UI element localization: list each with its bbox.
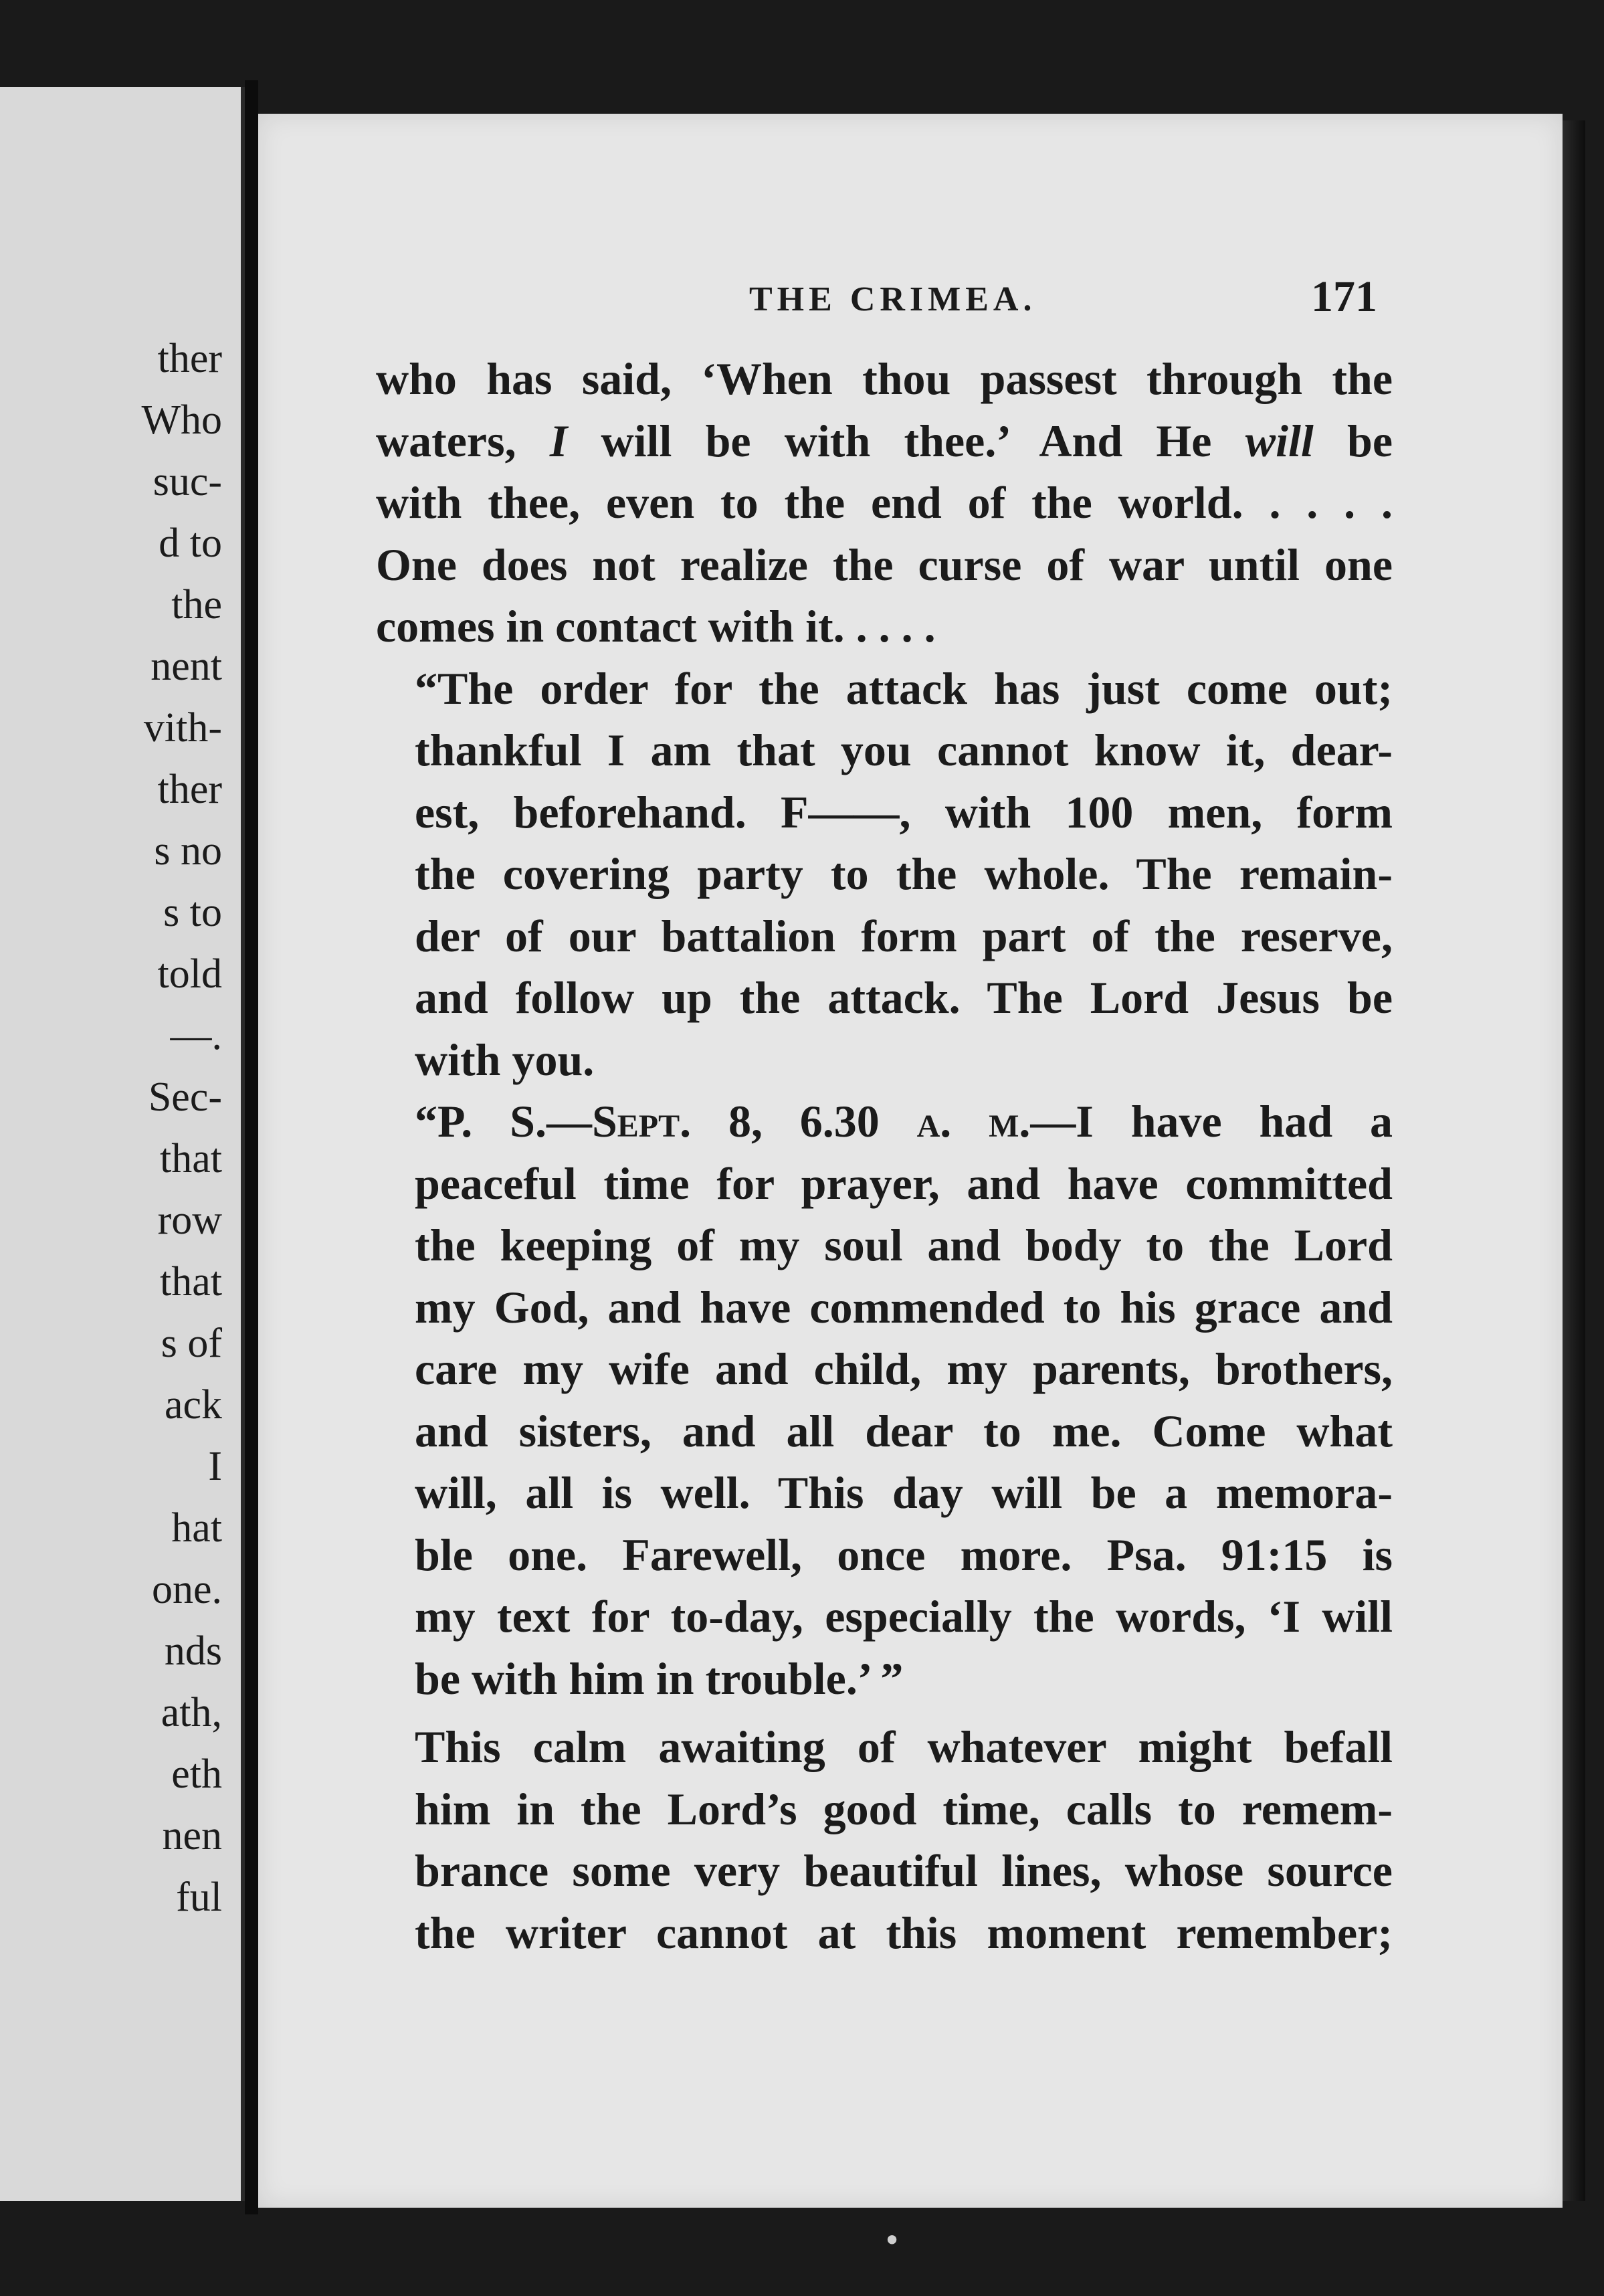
text-line: my God, and have commended to his grace and — [415, 1281, 1393, 1333]
text-line: comes in contact with it. . . . . — [376, 601, 936, 652]
small-caps-text: a. m. — [916, 1096, 1031, 1147]
left-page-fragment: ful — [176, 1875, 222, 1920]
text-line: and sisters, and all dear to me. Come what — [415, 1405, 1393, 1456]
left-page-fragment: Who — [141, 397, 222, 443]
left-page-fragment: Sec- — [148, 1074, 222, 1120]
paragraph-1 — [376, 348, 1393, 658]
text-line: the keeping of my soul and body to the Lord — [415, 1220, 1393, 1270]
text-run: will be with thee.’ And He — [601, 415, 1212, 466]
page-edge — [1563, 120, 1585, 2201]
paragraph-3 — [376, 1090, 1393, 1709]
left-page-fragment: suc- — [153, 459, 222, 504]
text-line: the writer cannot at this moment remember; — [415, 1907, 1393, 1958]
left-page-fragment: I — [208, 1444, 222, 1489]
text-run: 8, 6.30 — [728, 1096, 880, 1147]
left-page-fragment: nds — [164, 1628, 222, 1674]
text-line: thankful I am that you cannot know it, dear- — [415, 725, 1393, 775]
left-page-fragment: that — [160, 1136, 222, 1181]
italic-text: I — [549, 415, 568, 466]
text-line: the covering party to the whole. The remain- — [415, 848, 1393, 899]
left-page-fragment: row — [157, 1198, 222, 1243]
text-line: with thee, even to the end of the world. . . . . — [376, 477, 1393, 528]
text-line: est, beforehand. F——, with 100 men, form — [415, 786, 1393, 838]
page-gutter — [245, 80, 258, 2214]
left-page-fragment: hat — [171, 1505, 222, 1551]
text-line: peaceful time for prayer, and have committed — [415, 1157, 1393, 1209]
text-line: “The order for the attack has just come out; — [415, 662, 1393, 714]
page-number: 171 — [1311, 272, 1377, 321]
left-page-fragment: that — [160, 1259, 222, 1305]
text-run: —I have had a — [1030, 1096, 1393, 1147]
left-page-fragment: s to — [163, 890, 222, 935]
left-page-fragment: nent — [151, 644, 222, 689]
text-line: One does not realize the curse of war until one — [376, 539, 1393, 590]
text-line: who has said, ‘When thou passest through the — [376, 353, 1393, 404]
smudge-mark: • — [883, 2222, 902, 2259]
left-page-fragment: ack — [164, 1382, 222, 1428]
italic-text: will — [1245, 415, 1314, 466]
text-line: my text for to-day, especially the words, ‘I will — [415, 1591, 1393, 1642]
text-run: waters, — [376, 415, 516, 466]
text-line: brance some very beautiful lines, whose source — [415, 1845, 1393, 1896]
text-line: will, all is well. This day will be a memora- — [415, 1467, 1393, 1518]
running-title: THE CRIMEA. — [749, 280, 1037, 318]
small-caps-text: Sept. — [591, 1096, 692, 1147]
text-line: with you. — [415, 1034, 595, 1085]
text-line — [376, 410, 1393, 472]
left-page-fragment: s no — [154, 828, 222, 874]
text-line: him in the Lord’s good time, calls to remem- — [415, 1783, 1393, 1834]
text-run: be — [1347, 415, 1393, 466]
left-page-fragment: one. — [151, 1567, 222, 1612]
text-line: der of our battalion form part of the reserve, — [415, 910, 1393, 961]
left-page-fragment: —. — [170, 1013, 222, 1058]
left-page-fragment: the — [171, 582, 222, 628]
left-page-fragment: vith- — [143, 705, 222, 751]
left-page-fragment: d to — [159, 520, 222, 566]
text-line: ble one. Farewell, once more. Psa. 91:15 is — [415, 1529, 1393, 1580]
text-line: and follow up the attack. The Lord Jesus be — [415, 972, 1393, 1023]
left-page-fragment: ther — [157, 336, 222, 381]
left-page-fragment: nen — [162, 1813, 222, 1858]
text-line: This calm awaiting of whatever might befall — [415, 1721, 1393, 1772]
left-page-fragment: told — [157, 951, 222, 997]
left-page — [0, 87, 245, 2201]
left-page-fragment: ther — [157, 767, 222, 812]
left-page-fragment: eth — [171, 1751, 222, 1797]
left-page-fragment: s of — [161, 1321, 222, 1366]
text-run: “P. S.— — [415, 1096, 592, 1147]
text-line: care my wife and child, my parents, brothers, — [415, 1343, 1393, 1394]
left-page-fragment: ath, — [161, 1690, 222, 1735]
body-text — [376, 348, 1393, 1964]
paragraph-2 — [376, 658, 1393, 1091]
paragraph-4 — [376, 1716, 1393, 1964]
text-line: be with him in trouble.’ ” — [415, 1652, 904, 1704]
text-line — [376, 1090, 1393, 1153]
